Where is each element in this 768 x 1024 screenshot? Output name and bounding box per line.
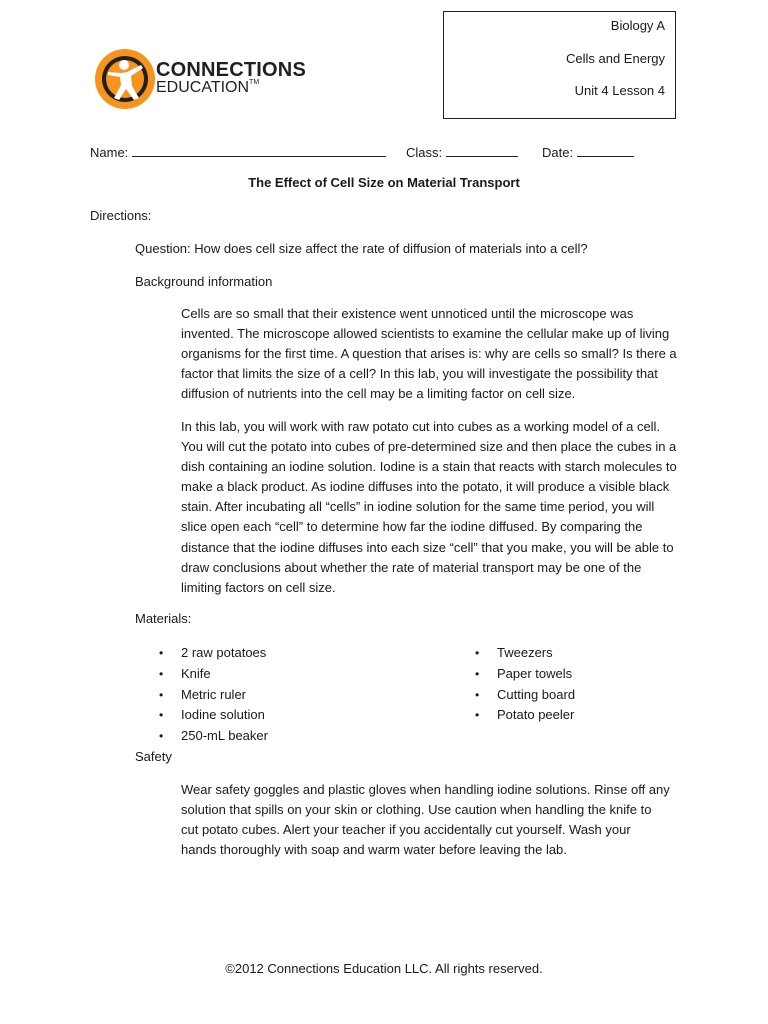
list-item xyxy=(475,685,575,706)
list-item xyxy=(159,726,268,747)
material-item: Metric ruler xyxy=(181,686,247,702)
bullet-icon: • xyxy=(159,729,164,744)
list-item xyxy=(159,643,268,664)
list-item xyxy=(475,643,575,664)
bullet-icon: • xyxy=(159,646,164,660)
materials-list-left xyxy=(159,643,268,747)
course-info-box xyxy=(443,11,676,119)
list-item xyxy=(159,685,268,706)
background-paragraph-2 xyxy=(181,417,675,598)
class-blank[interactable] xyxy=(446,142,518,157)
material-item: Paper towels xyxy=(497,665,573,681)
paragraph-line: factor that limits the size of a cell? In this lab, you will investigate the possibility that xyxy=(181,366,658,382)
logo xyxy=(94,48,314,110)
list-item xyxy=(475,705,575,726)
name-label: Name: xyxy=(90,145,129,160)
material-item: Knife xyxy=(181,665,211,681)
safety-label: Safety xyxy=(135,749,172,764)
list-item xyxy=(159,664,268,685)
paragraph-line: stain. After incubating all “cells” in iodine solution for the same time period, you will xyxy=(181,499,655,515)
background-paragraph-1 xyxy=(181,304,675,404)
connections-logo-icon xyxy=(94,48,156,110)
date-field[interactable] xyxy=(542,142,634,160)
date-blank[interactable] xyxy=(577,142,634,157)
class-label: Class: xyxy=(406,145,443,160)
document-title: The Effect of Cell Size on Material Transport xyxy=(248,175,520,190)
paragraph-line: hands thoroughly with soap and warm water before leaving the lab. xyxy=(181,842,567,858)
materials-list-right xyxy=(475,643,575,726)
bullet-icon: • xyxy=(159,708,164,723)
paragraph-line: invented. The microscope allowed scientists to examine the cellular make up of living xyxy=(181,326,670,342)
material-item: Potato peeler xyxy=(497,707,575,723)
paragraph-line: cut potato cubes. Alert your teacher if you accidentally cut yourself. Wash your xyxy=(181,822,631,838)
paragraph-line: solution that spills on your skin or clothing. Use caution when handling the knife to xyxy=(181,802,652,818)
bullet-icon: • xyxy=(159,666,164,681)
bullet-icon: • xyxy=(475,646,480,660)
date-label: Date: xyxy=(542,145,574,160)
bullet-icon: • xyxy=(159,687,164,702)
material-item: Cutting board xyxy=(497,686,576,702)
logo-wordmark: CONNECTIONS xyxy=(156,59,306,81)
class-field[interactable] xyxy=(406,142,518,160)
material-item: Tweezers xyxy=(497,645,553,660)
course-topic: Cells and Energy xyxy=(566,51,665,66)
course-lesson: Unit 4 Lesson 4 xyxy=(574,83,665,98)
logo-subtitle xyxy=(156,79,259,97)
paragraph-line: slice open each “cell” to determine how far the iodine diffused. By comparing the xyxy=(181,519,643,535)
paragraph-line: draw conclusions about whether the rate of material transport may be one of the xyxy=(181,559,642,575)
name-blank[interactable] xyxy=(132,142,386,157)
name-field[interactable] xyxy=(90,142,386,160)
copyright-footer: ©2012 Connections Education LLC. All rights reserved. xyxy=(225,961,543,976)
list-item xyxy=(475,664,575,685)
course-subject: Biology A xyxy=(610,18,665,33)
background-label: Background information xyxy=(135,274,273,289)
safety-paragraph xyxy=(181,780,675,860)
bullet-icon: • xyxy=(475,666,480,681)
paragraph-line: limiting factors on cell size. xyxy=(181,579,336,595)
paragraph-line: diffusion of nutrients into the cell may be a limiting factor on cell size. xyxy=(181,386,576,402)
trademark-mark: TM xyxy=(249,79,260,86)
question-text: Question: How does cell size affect the rate of diffusion of materials into a cell? xyxy=(135,241,588,256)
material-item: Iodine solution xyxy=(181,707,265,723)
material-item: 2 raw potatoes xyxy=(181,645,267,660)
directions-label: Directions: xyxy=(90,208,152,223)
bullet-icon: • xyxy=(475,708,480,723)
paragraph-line: distance that the iodine diffuses into each size “cell” that you make, you will be able to xyxy=(181,539,674,555)
paragraph-line: Wear safety goggles and plastic gloves when handling iodine solutions. Rinse off any xyxy=(181,782,670,797)
logo-subtitle-text: EDUCATION xyxy=(156,79,250,96)
paragraph-line: In this lab, you will work with raw potato cut into cubes as a working model of a cell. xyxy=(181,419,661,434)
list-item xyxy=(159,705,268,726)
paragraph-line: You will cut the potato into cubes of pre-determined size and then place the cubes in a xyxy=(181,439,677,455)
materials-label: Materials: xyxy=(135,611,192,626)
paragraph-line: make a black product. As iodine diffuses into the potato, it will produce a visible black xyxy=(181,479,670,495)
paragraph-line: organisms for the first time. A question that arises is: why are cells so small? Is there a xyxy=(181,346,677,362)
paragraph-line: Cells are so small that their existence went unnoticed until the microscope was xyxy=(181,306,634,321)
paragraph-line: dish containing an iodine solution. Iodine is a stain that reacts with starch molecules to xyxy=(181,459,677,475)
material-item: 250-mL beaker xyxy=(181,728,268,744)
bullet-icon: • xyxy=(475,687,480,702)
